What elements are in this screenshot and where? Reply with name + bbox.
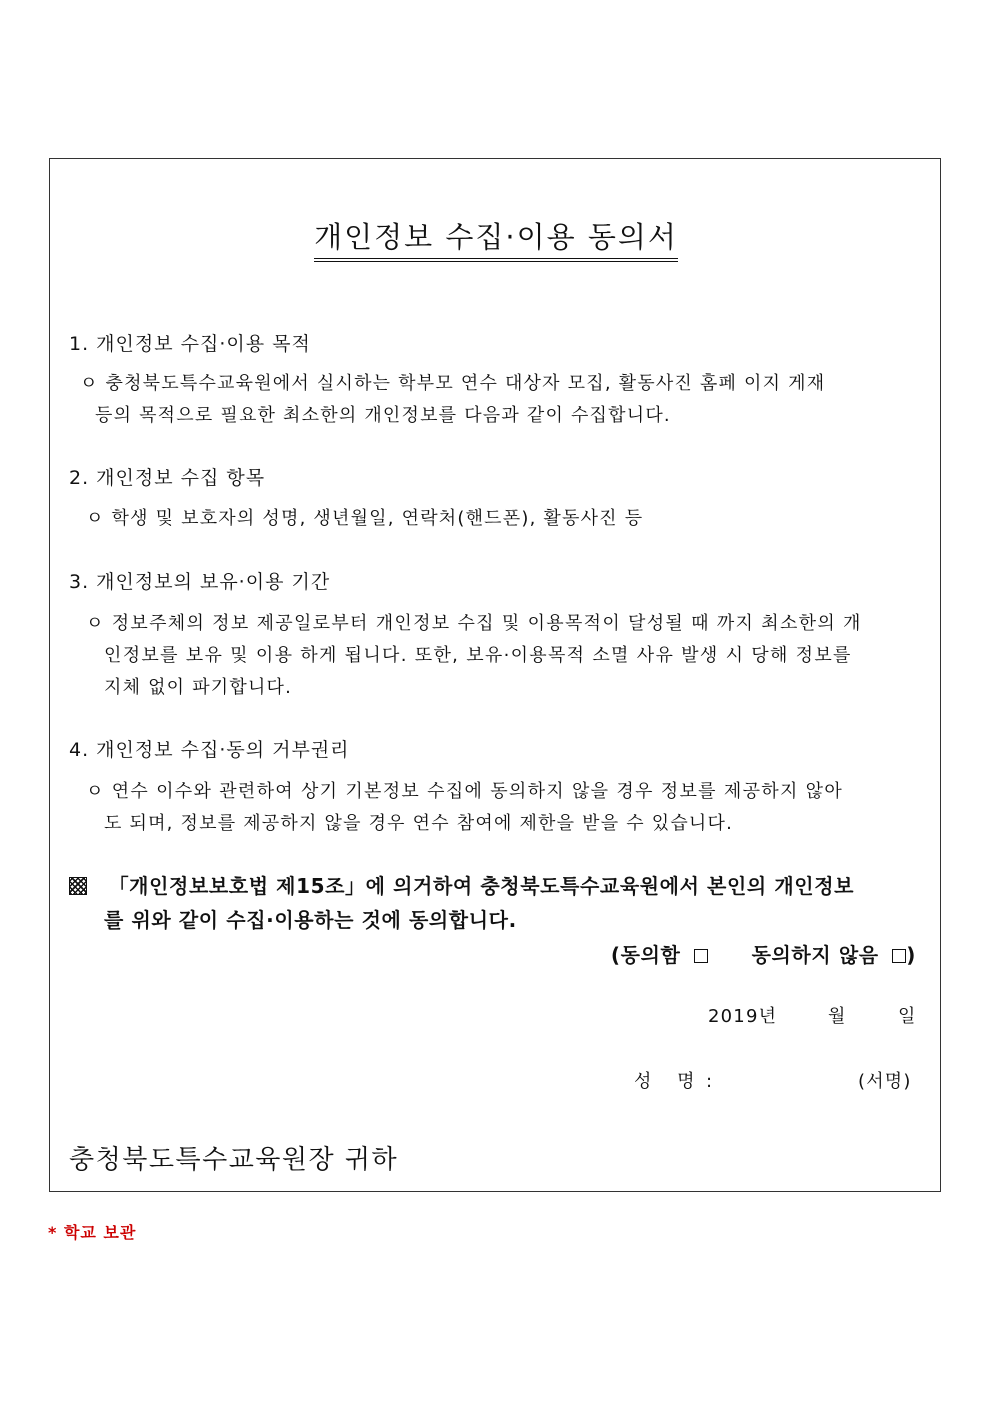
section-3-line-1: ㅇ 정보주체의 정보 제공일로부터 개인정보 수집 및 이용목적이 달성될 때 까지 최소한의 개 [86,613,862,634]
consent-line-1-text: 「개인정보보호법 제15조」에 의거하여 충청북도특수교육원에서 본인의 개인정보 [108,874,855,898]
agree-checkbox[interactable] [694,949,708,963]
section-1-line-1: ㅇ 충청북도특수교육원에서 실시하는 학부모 연수 대상자 모집, 활동사진 홈페 이지 게재 [80,373,826,394]
form-title-wrap [50,215,942,262]
signature-colon: : [706,1071,714,1092]
date-year: 2019년 [708,1006,778,1027]
section-3-heading: 3. 개인정보의 보유·이용 기간 [69,571,331,593]
section-1-line-2: 등의 목적으로 필요한 최소한의 개인정보를 다음과 같이 수집합니다. [95,405,671,426]
checked-box-icon [69,877,87,895]
section-3-line-3: 지체 없이 파기합니다. [104,677,293,698]
disagree-label: 동의하지 않음 [751,943,879,967]
form-title: 개인정보 수집·이용 동의서 [314,215,678,262]
choice-open-paren: ( [610,943,621,967]
section-4-line-2: 도 되며, 정보를 제공하지 않을 경우 연수 참여에 제한을 받을 수 있습니다. [104,813,734,834]
consent-line-1 [69,870,854,899]
footer-note: * 학교 보관 [48,1223,137,1242]
date-month: 월 [828,1006,847,1027]
section-4-heading: 4. 개인정보 수집·동의 거부권리 [69,739,350,761]
date-day: 일 [898,1006,917,1027]
addressee: 충청북도특수교육원장 귀하 [69,1145,399,1175]
section-2-line-1: ㅇ 학생 및 보호자의 성명, 생년월일, 연락처(핸드폰), 활동사진 등 [86,508,644,529]
section-2-heading: 2. 개인정보 수집 항목 [69,467,266,489]
consent-line-2: 를 위와 같이 수집·이용하는 것에 동의합니다. [104,908,517,932]
consent-choice-row [611,939,916,968]
section-1-heading: 1. 개인정보 수집·이용 목적 [69,333,311,355]
section-3-line-2: 인정보를 보유 및 이용 하게 됩니다. 또한, 보유·이용목적 소멸 사유 발생 시 당해 정보를 [104,645,852,666]
signature-sign-mark: (서명) [858,1071,912,1092]
signature-label: 성 명 [634,1071,705,1092]
consent-form-frame [49,158,941,1192]
choice-close-paren: ) [906,943,916,967]
agree-label: 동의함 [620,943,681,967]
disagree-checkbox[interactable] [892,949,906,963]
section-4-line-1: ㅇ 연수 이수와 관련하여 상기 기본정보 수집에 동의하지 않을 경우 정보를 제공하지 않아 [86,781,844,802]
